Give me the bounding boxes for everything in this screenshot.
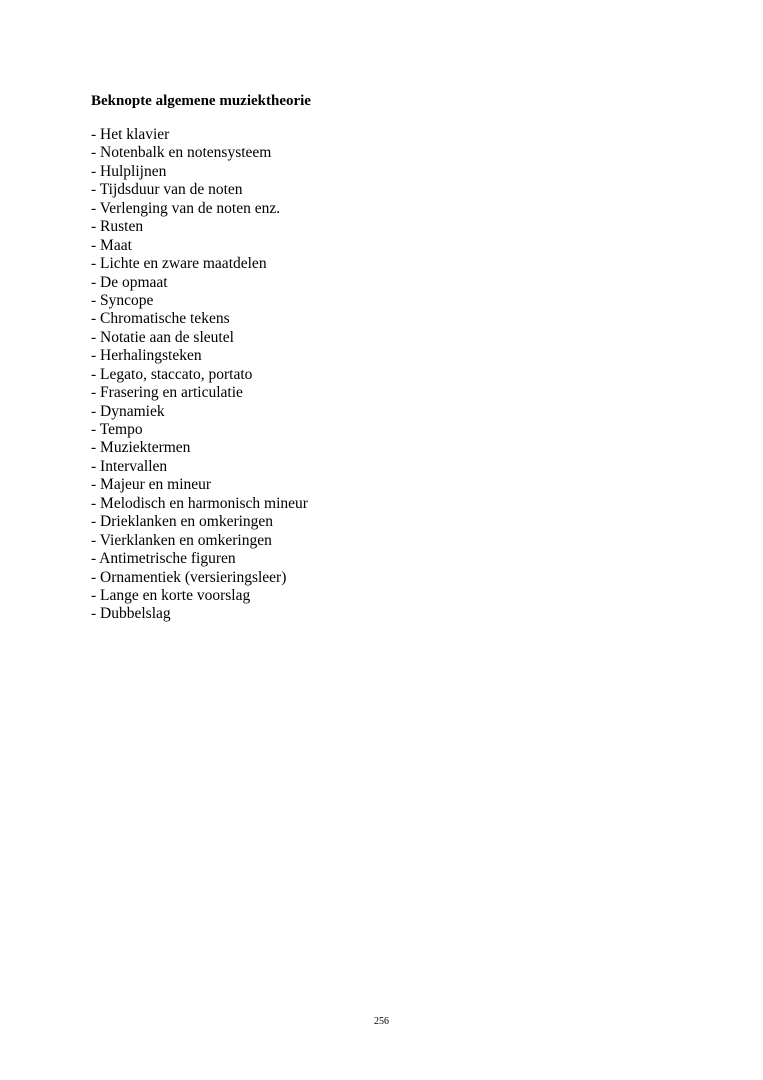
list-item: - Notatie aan de sleutel [91, 328, 234, 346]
list-item: - Chromatische tekens [91, 310, 230, 328]
list-item: - Ornamentiek (versieringsleer) [91, 568, 287, 586]
list-item: - Dynamiek [91, 402, 165, 420]
list-item: - Hulplijnen [91, 162, 167, 180]
list-item: - Maat [91, 236, 132, 254]
list-item: - De opmaat [91, 273, 168, 291]
list-item: - Melodisch en harmonisch mineur [91, 494, 308, 512]
list-item: - Tijdsduur van de noten [91, 181, 243, 199]
list-item: - Muziektermen [91, 439, 191, 457]
list-item: - Lichte en zware maatdelen [91, 255, 267, 273]
list-item: - Het klavier [91, 126, 170, 143]
list-item: - Vierklanken en omkeringen [91, 531, 272, 549]
list-item: - Herhalingsteken [91, 347, 202, 365]
list-item: - Tempo [91, 421, 143, 438]
list-item: - Dubbelslag [91, 605, 171, 623]
page-number: 256 [374, 1016, 389, 1027]
list-item: - Notenbalk en notensysteem [91, 144, 272, 162]
topic-list [91, 126, 308, 624]
list-item: - Antimetrische figuren [91, 550, 236, 568]
list-item: - Frasering en articulatie [91, 384, 243, 402]
page-title: Beknopte algemene muziektheorie [91, 93, 311, 109]
list-item: - Drieklanken en omkeringen [91, 513, 274, 531]
list-item: - Rusten [91, 218, 144, 236]
list-item: - Majeur en mineur [91, 476, 212, 494]
list-item: - Verlenging van de noten enz. [91, 199, 281, 217]
list-item: - Legato, staccato, portato [91, 365, 253, 383]
list-item: - Lange en korte voorslag [91, 586, 251, 604]
list-item: - Syncope [91, 291, 154, 309]
list-item: - Intervallen [91, 457, 168, 475]
